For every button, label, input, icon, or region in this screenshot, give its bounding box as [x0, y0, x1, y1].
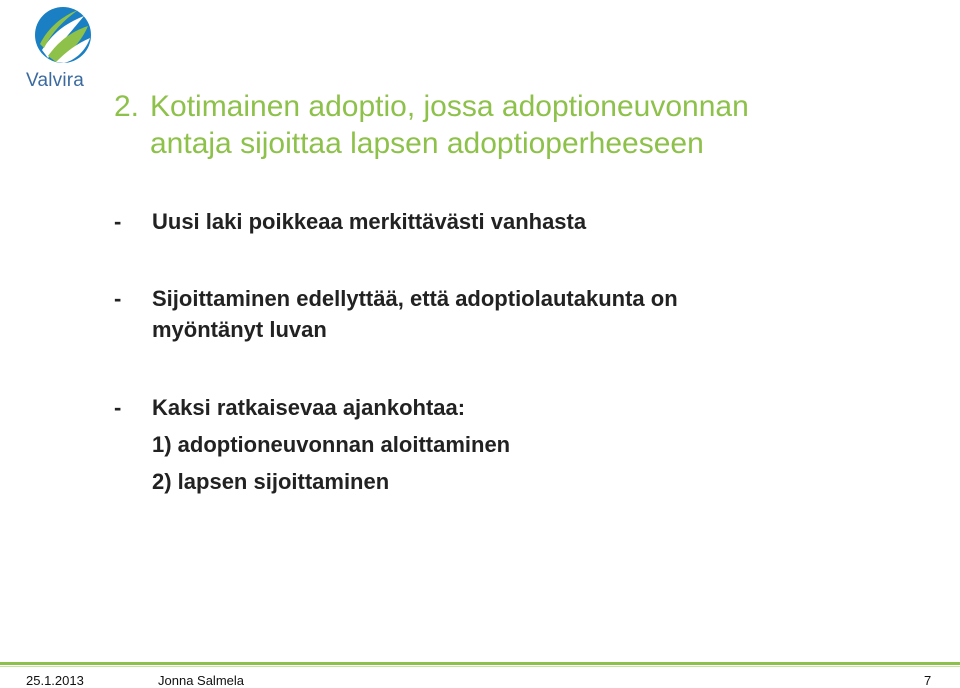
footer-divider [0, 662, 960, 665]
bullet-dash: - [114, 395, 122, 420]
bullet-2 [114, 283, 894, 345]
bullet-text-line-2: myöntänyt luvan [152, 317, 327, 342]
title-line-2: antaja sijoittaa lapsen adoptioperheeseen [150, 127, 704, 160]
bullet-text-line-1: Sijoittaminen edellyttää, että adoptiolautakunta on [152, 286, 678, 311]
footer-divider-thin [0, 666, 960, 667]
footer-author: Jonna Salmela [158, 673, 244, 688]
title-line-1: Kotimainen adoptio, jossa adoptioneuvonnan [150, 90, 749, 123]
bullet-1 [114, 206, 894, 237]
logo-text: Valvira [26, 70, 85, 91]
title-number: 2. [114, 90, 140, 123]
bullet-text: Kaksi ratkaisevaa ajankohtaa: [152, 395, 466, 420]
footer-page-number: 7 [924, 673, 932, 688]
bullet-text: Uusi laki poikkeaa merkittävästi vanhasta [152, 209, 587, 234]
valvira-logo [26, 4, 98, 92]
slide-title [114, 88, 914, 162]
sub-item-1: 1) adoptioneuvonnan aloittaminen [152, 432, 511, 457]
footer-date: 25.1.2013 [26, 673, 84, 688]
bullet-3 [114, 392, 894, 497]
valvira-logo-icon [34, 4, 92, 66]
bullet-dash: - [114, 286, 122, 311]
bullet-dash: - [114, 209, 122, 234]
sub-item-2: 2) lapsen sijoittaminen [152, 469, 390, 494]
